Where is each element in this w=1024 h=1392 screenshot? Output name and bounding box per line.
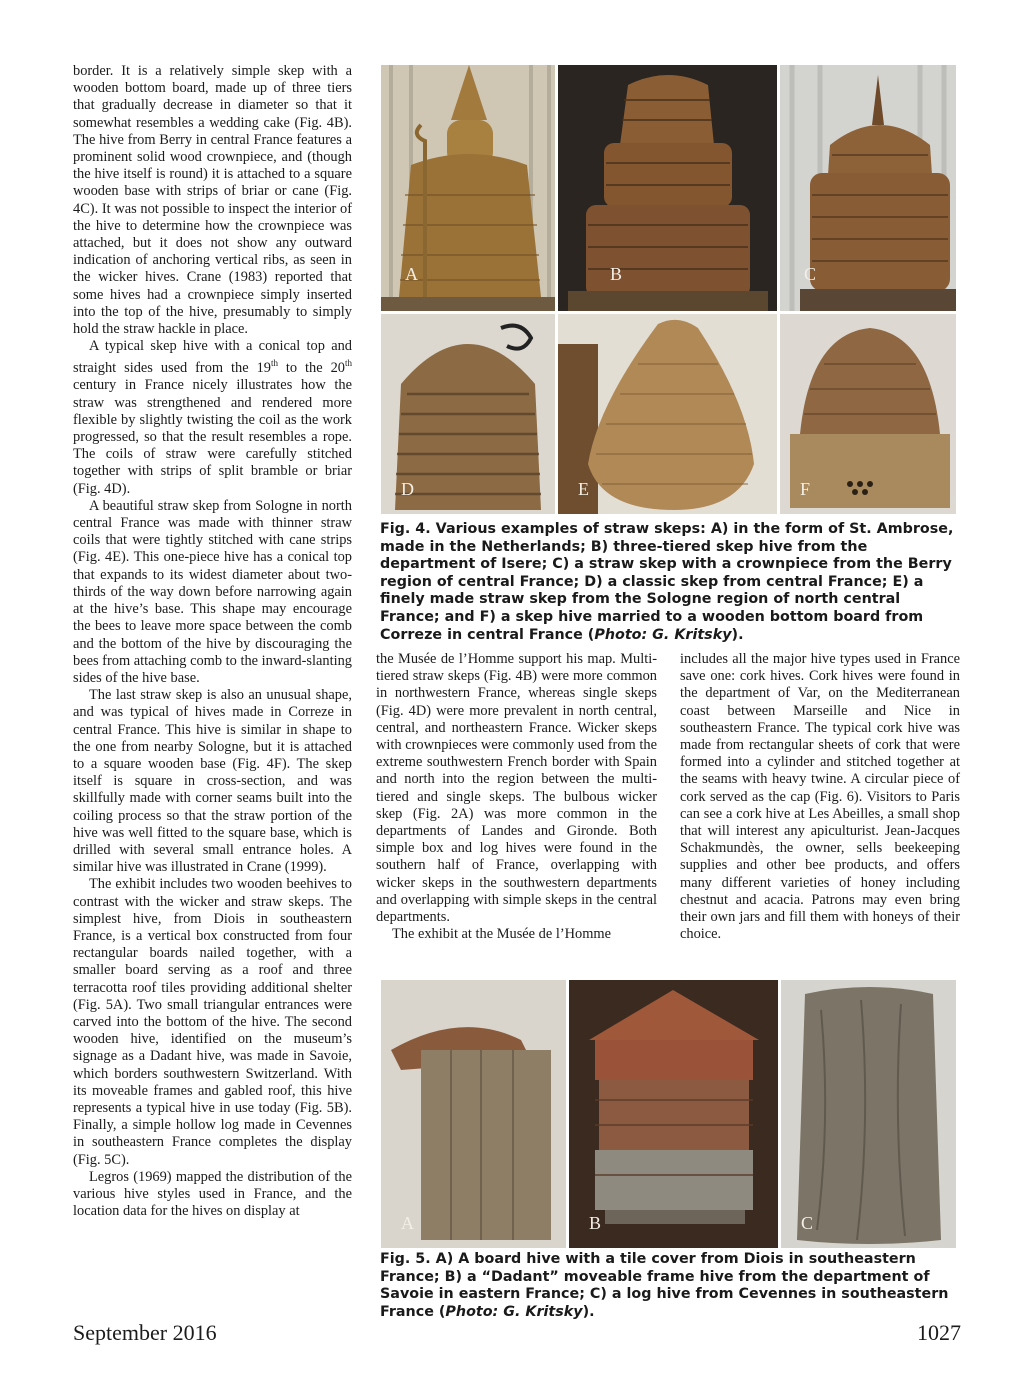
paragraph: The exhibit at the Musée de l’Homme xyxy=(392,926,611,943)
panel-label: B xyxy=(610,264,623,284)
paragraph: the Musée de l’Homme support his map. Multi-tiered straw skeps (Fig. 4B) were more common in northwestern France, whereas single skeps (Fig. 4D) were more prevalent in north central, central, and northeastern France. Wicker skeps with crownpieces were commonly used from the extreme southwestern French border with Spain and north into the region between the multi-tiered and single skeps. The bulbous wicker skep (Fig. 2A) was more common in the departments of Landes and Gironde. Both simple box and log hives were found in the southern half of France, overlapping with wicker skeps in the southwestern departments and overlapping with simple skeps in the central departments. xyxy=(376,651,657,926)
photo-skep-st-ambrose xyxy=(381,65,555,311)
photo-credit: Photo: G. Kritsky xyxy=(445,1303,583,1320)
text-column-2 xyxy=(376,651,657,943)
panel-label: B xyxy=(589,1213,602,1233)
photo-log-hive xyxy=(781,980,956,1248)
panel-label: A xyxy=(405,264,418,284)
paragraph: A beautiful straw skep from Sologne in north central France was made with thinner straw coils that were tightly stitched with cane strips (Fig. 4E). This one-piece hive has a conical top that expands to its widest diameter about two-thirds of the way down before narrowing again at the hive’s base. This shape may encourage the bees to leave more space between the comb and the bottom of the hive by discouraging the bees from attaching comb to the inward-slanting sides of the hive base. xyxy=(73,497,352,686)
text-column-1 xyxy=(73,63,352,1220)
panel-label: D xyxy=(401,479,414,499)
page-number: 1027 xyxy=(917,1320,961,1345)
panel-label: F xyxy=(800,479,811,499)
panel-label: A xyxy=(401,1213,414,1233)
figure-4-photo-grid xyxy=(381,65,956,517)
paragraph: Legros (1969) mapped the distribution of the various hive styles used in France, and the location data for the hives on display at xyxy=(73,1168,352,1220)
panel-label: C xyxy=(801,1213,814,1233)
text-column-3 xyxy=(680,651,960,943)
paragraph: border. It is a relatively simple skep with a wooden bottom board, made up of three tiers that gradually decrease in diameter so that it somewhat resembles a wedding cake (Fig. 4B). The hive from Berry in central France features a prominent solid wood crownpiece, and (though the hive itself is round) it is attached to a square wooden base with strips of briar or cane (Fig. 4C). It was not possible to inspect the interior of the hive to determine how the crownpiece was attached, but it does not show any outward indication of anchoring vertical ribs, as seen in the wicker hives. Crane (1983) reported that some hives had a crownpiece simply inserted into the top of the hive, presumably to simply hold the straw hackle in place. xyxy=(73,63,352,338)
photo-sologne-skep xyxy=(558,314,777,514)
photo-correze-skep-on-board xyxy=(780,314,956,514)
photo-dadant-hive xyxy=(569,980,778,1248)
photo-credit: Photo: G. Kritsky xyxy=(594,626,732,643)
photo-classic-skep xyxy=(381,314,555,514)
panel-label: E xyxy=(578,479,589,499)
issue-date: September 2016 xyxy=(73,1320,217,1345)
panel-label: C xyxy=(804,264,817,284)
figure-5-caption: Fig. 5. A) A board hive with a tile cover from Diois in southeastern France; B) a “Dadant” moveable frame hive from the department of Savoie in eastern France; C) a log hive from Cevennes in southeastern France (Photo: G. Kritsky). xyxy=(380,1251,949,1320)
photo-skep-with-crownpiece xyxy=(780,65,956,311)
photo-board-hive xyxy=(381,980,566,1248)
figure-4-caption: Fig. 4. Various examples of straw skeps: A) in the form of St. Ambrose, made in the Netherlands; B) three-tiered skep hive from the department of Isere; C) a straw skep with a crownpiece from the Berry region of central France; D) a classic skep from central France; E) a finely made straw skep from the Sologne region of north central France; and F) a skep hive married to a wooden bottom board from Correze in central France (Photo: G. Kritsky). xyxy=(380,521,954,643)
figure-5-photo-grid xyxy=(381,980,956,1248)
paragraph: The exhibit includes two wooden beehives to contrast with the wicker and straw skeps. The simplest hive, from Diois in southeastern France, is a vertical box constructed from four rectangular boards nailed together, with a smaller board serving as a roof and three terracotta roof tiles providing additional shelter (Fig. 5A). Two small triangular entrances were carved into the bottom of the hive. The second wooden hive, identified on the museum’s signage as a Dadant hive, was made in Savoie, which borders southwestern Switzerland. With its moveable frames and gabled roof, this hive represents a typical hive in use today (Fig. 5B). Finally, a simple hollow log made in Cevennes in southeastern France completes the display (Fig. 5C). xyxy=(73,876,352,1168)
paragraph: includes all the major hive types used in France save one: cork hives. Cork hives were found in the department of Var, on the Mediterranean coast between Marseille and Nice in southeastern France. The typical cork hive was made from rectangular sheets of cork that were formed into a cylinder and stitched together at the seams with heavy twine. A circular piece of cork served as the cap (Fig. 6). Visitors to Paris can see a cork hive at Les Abeilles, a small shop that will interest any apiculturist. Jean-Jacques Schakmundès, the owner, sells beekeeping supplies and other bee products, and offers many different varieties of honey including chestnut and acacia. Patrons may even bring their own jars and fill them with honeys of their choice. xyxy=(680,651,960,943)
photo-three-tiered-skep xyxy=(558,65,777,311)
paragraph: The last straw skep is also an unusual shape, and was typical of hives made in Correze in central France. This hive is similar in shape to the one from nearby Sologne, but it is attached to a square wooden base (Fig. 4F). The skep itself is square in cross-section, and was skillfully made with corner seams built into the coiling process so that the straw portion of the hive was well fitted to the square base, which is drilled with several small entrance holes. A similar hive was illustrated in Crane (1999). xyxy=(73,687,352,876)
paragraph: A typical skep hive with a conical top and straight sides used from the 19th to the 20th century in France nicely illustrates how the straw was strengthened and rendered more flexible by slightly twisting the coil as the work progressed, so that the result resembles a rope. The coils of straw were carefully stitched together with strips of split bramble or briar (Fig. 4D). xyxy=(73,338,352,497)
